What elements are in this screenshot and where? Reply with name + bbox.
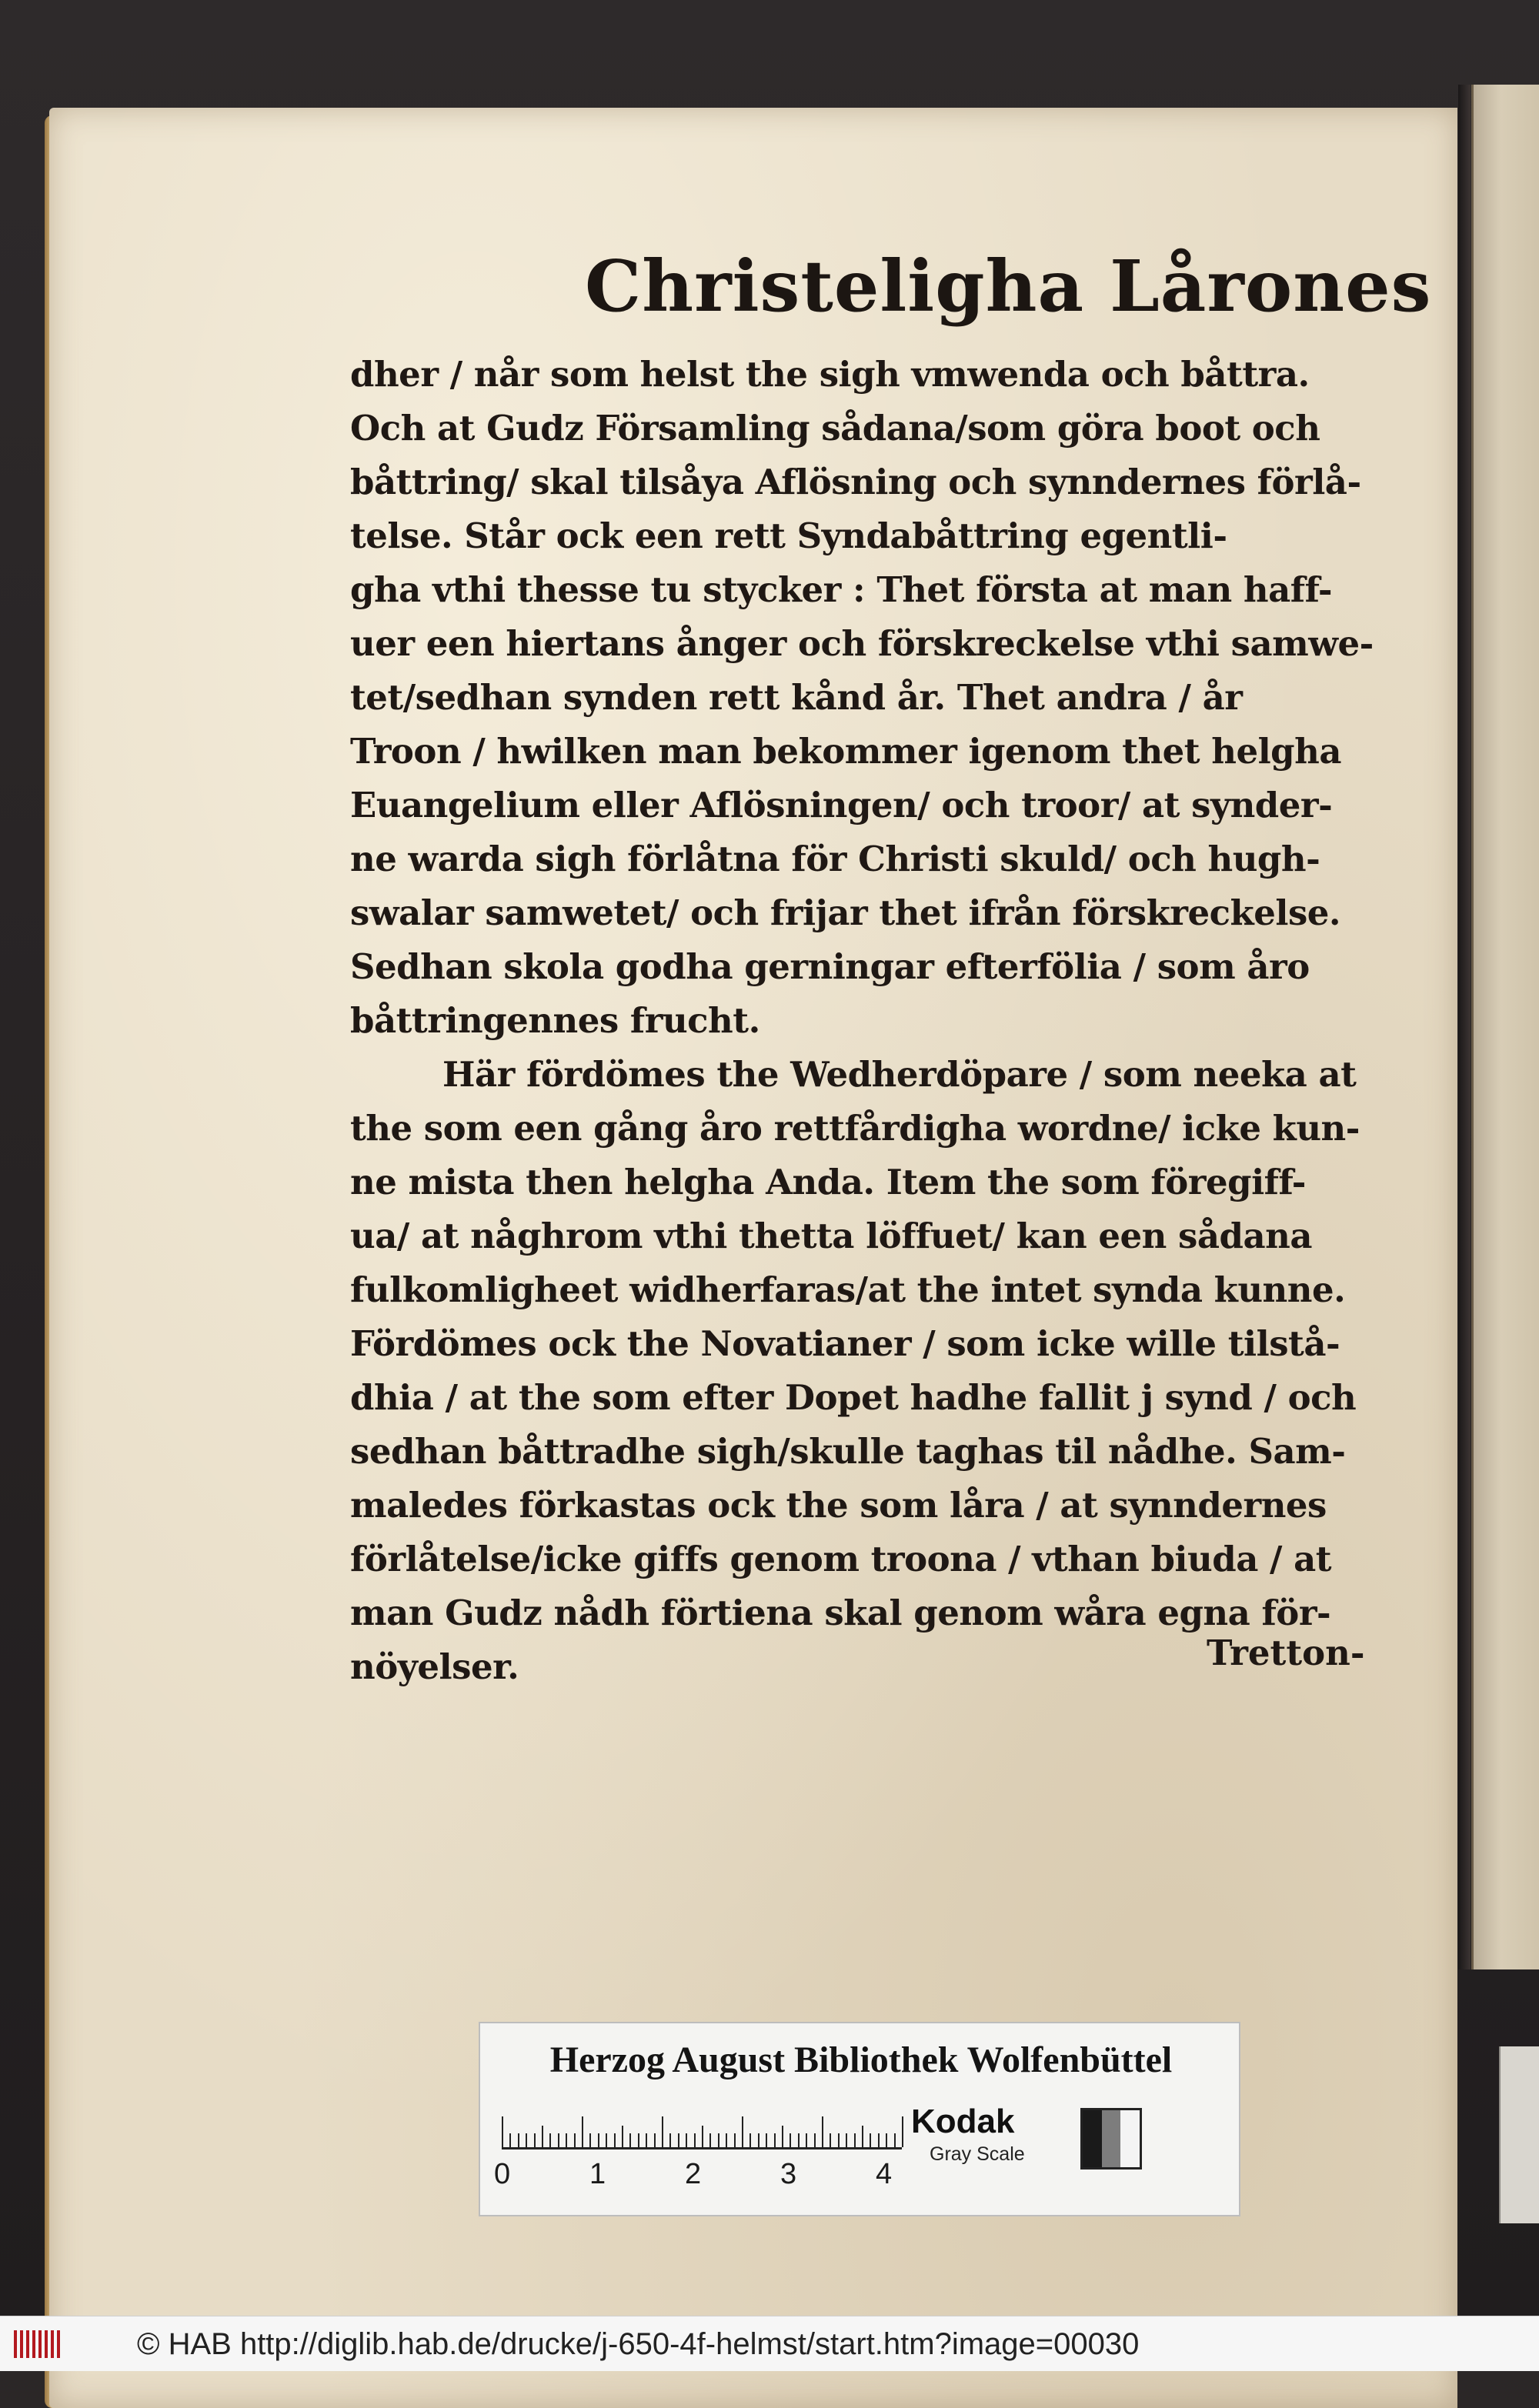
- ruler-tick: [606, 2133, 607, 2147]
- text-line: gha vthi thesse tu stycker : Thet första at man haff-: [350, 569, 1333, 610]
- ruler-tick: [838, 2133, 840, 2147]
- text-line: Troon / hwilken man bekommer igenom thet helgha: [350, 731, 1342, 772]
- ruler-tick: [694, 2133, 696, 2147]
- scale-number: 2: [685, 2158, 702, 2190]
- text-line: the som een gång åro rettfårdigha wordne/ icke kun-: [350, 1108, 1360, 1149]
- ruler-tick: [646, 2133, 647, 2147]
- ruler-tick: [629, 2133, 631, 2147]
- ruler-tick: [669, 2133, 671, 2147]
- running-head: Christeligha Lårones: [585, 245, 1432, 328]
- text-line: ua/ at någhrom vthi thetta löffuet/ kan een sådana: [350, 1216, 1313, 1256]
- ruler-tick: [830, 2133, 831, 2147]
- ruler-tick: [718, 2133, 719, 2147]
- text-line: båttringennes frucht.: [350, 1000, 760, 1041]
- ruler-tick: [886, 2133, 887, 2147]
- ruler-tick: [574, 2133, 576, 2147]
- swatch-gray: [1102, 2110, 1121, 2167]
- ruler-tick: [709, 2133, 711, 2147]
- hab-logo-icon: [14, 2326, 62, 2363]
- text-line: sedhan båttradhe sigh/skulle taghas til nådhe. Sam-: [350, 1431, 1346, 1472]
- ruler-tick: [614, 2133, 616, 2147]
- ruler-tick: [638, 2133, 639, 2147]
- text-line: ne mista then helgha Anda. Item the som föregiff-: [350, 1162, 1306, 1202]
- ruler-tick: [702, 2126, 703, 2147]
- text-line: Fördömes ock the Novatianer / som icke wille tilstå-: [350, 1323, 1340, 1364]
- scale-number: 4: [876, 2158, 893, 2190]
- ruler-tick: [502, 2116, 503, 2147]
- catchword: Tretton-: [1207, 1633, 1365, 1673]
- ruler-tick: [726, 2133, 727, 2147]
- text-line: man Gudz nådh förtiena skal genom wåra egna för-: [350, 1593, 1331, 1633]
- next-page-edge: [1471, 85, 1539, 1969]
- ruler-tick: [902, 2116, 903, 2147]
- ruler-tick: [598, 2133, 599, 2147]
- text-line: fulkomligheet widherfaras/at the intet synda kunne.: [350, 1269, 1346, 1310]
- target-title: Herzog August Bibliothek Wolfenbüttel: [549, 2039, 1173, 2080]
- scale-number: 3: [780, 2158, 797, 2190]
- ruler-tick: [549, 2133, 551, 2147]
- ruler-tick: [870, 2133, 871, 2147]
- swatch-black: [1083, 2110, 1102, 2167]
- gray-swatch: [1080, 2108, 1142, 2170]
- text-line: dhia / at the som efter Dopet hadhe fallit j synd / och: [350, 1377, 1357, 1418]
- text-line: ne warda sigh förlåtna för Christi skuld/ och hugh-: [350, 839, 1320, 879]
- text-line: nöyelser.: [350, 1646, 519, 1687]
- ruler-tick: [814, 2133, 816, 2147]
- ruler-tick: [782, 2126, 783, 2147]
- ruler-tick: [742, 2116, 743, 2147]
- ruler-tick: [518, 2133, 519, 2147]
- ruler-tick: [582, 2116, 583, 2147]
- ruler-tick: [846, 2133, 847, 2147]
- ruler-tick: [622, 2126, 623, 2147]
- ruler-tick: [766, 2133, 767, 2147]
- ruler-tick: [534, 2133, 536, 2147]
- ruler-tick: [589, 2133, 591, 2147]
- text-line: swalar samwetet/ och frijar thet ifrån förskreckelse.: [350, 892, 1341, 933]
- side-label-card: [1499, 2046, 1539, 2223]
- ruler-tick: [749, 2133, 751, 2147]
- ruler-baseline: [502, 2147, 902, 2150]
- text-line: maledes förkastas ock the som låra / at synndernes: [350, 1485, 1327, 1526]
- text-line: Euangelium eller Aflösningen/ och troor/ at synder-: [350, 785, 1333, 825]
- text-line: telse. Står ock een rett Syndabåttring egentli-: [350, 515, 1227, 556]
- brand-logo: Kodak: [911, 2103, 1015, 2140]
- text-block: [350, 348, 1397, 1694]
- color-target: [479, 2022, 1240, 2216]
- ruler-tick: [542, 2126, 543, 2147]
- ruler-tick: [878, 2133, 880, 2147]
- text-line: tet/sedhan synden rett kånd år. Thet andra / år: [350, 677, 1243, 718]
- ruler-tick: [509, 2133, 511, 2147]
- ruler-tick: [854, 2133, 856, 2147]
- ruler-tick: [798, 2133, 800, 2147]
- ruler-tick: [790, 2133, 791, 2147]
- ruler-tick: [662, 2116, 663, 2147]
- brand-subtitle: Gray Scale: [930, 2143, 1025, 2165]
- ruler-tick: [654, 2133, 656, 2147]
- text-line: dher / når som helst the sigh vmwenda och båttra.: [350, 354, 1310, 395]
- ruler-tick: [862, 2126, 863, 2147]
- ruler-tick: [822, 2116, 823, 2147]
- ruler-tick: [678, 2133, 679, 2147]
- gutter: [1458, 85, 1471, 1969]
- text-line: förlåtelse/icke giffs genom troona / vthan biuda / at: [350, 1539, 1332, 1579]
- ruler-tick: [806, 2133, 807, 2147]
- ruler-tick: [558, 2133, 559, 2147]
- swatch-white: [1120, 2110, 1140, 2167]
- ruler-tick: [686, 2133, 687, 2147]
- ruler-tick: [758, 2133, 759, 2147]
- ruler-tick: [566, 2133, 567, 2147]
- ruler-tick: [774, 2133, 776, 2147]
- ruler-tick: [526, 2133, 527, 2147]
- text-line: Sedhan skola godha gerningar efterfölia / som åro: [350, 946, 1310, 987]
- footer-bar: [0, 2316, 1539, 2371]
- text-line: Här fördömes the Wedherdöpare / som neeka at: [442, 1054, 1357, 1095]
- text-line: uer een hiertans ånger och förskreckelse vthi samwe-: [350, 623, 1374, 664]
- scale-number: 0: [494, 2158, 511, 2190]
- ruler-tick: [734, 2133, 736, 2147]
- text-line: Och at Gudz Församling sådana/som göra boot och: [350, 408, 1320, 449]
- ruler-tick: [894, 2133, 896, 2147]
- footer-copyright-link[interactable]: © HAB http://diglib.hab.de/drucke/j-650-4f-helmst/start.htm?image=00030: [137, 2327, 1140, 2361]
- text-line: båttring/ skal tilsåya Aflösning och synndernes förlå-: [350, 462, 1361, 502]
- scale-number: 1: [589, 2158, 606, 2190]
